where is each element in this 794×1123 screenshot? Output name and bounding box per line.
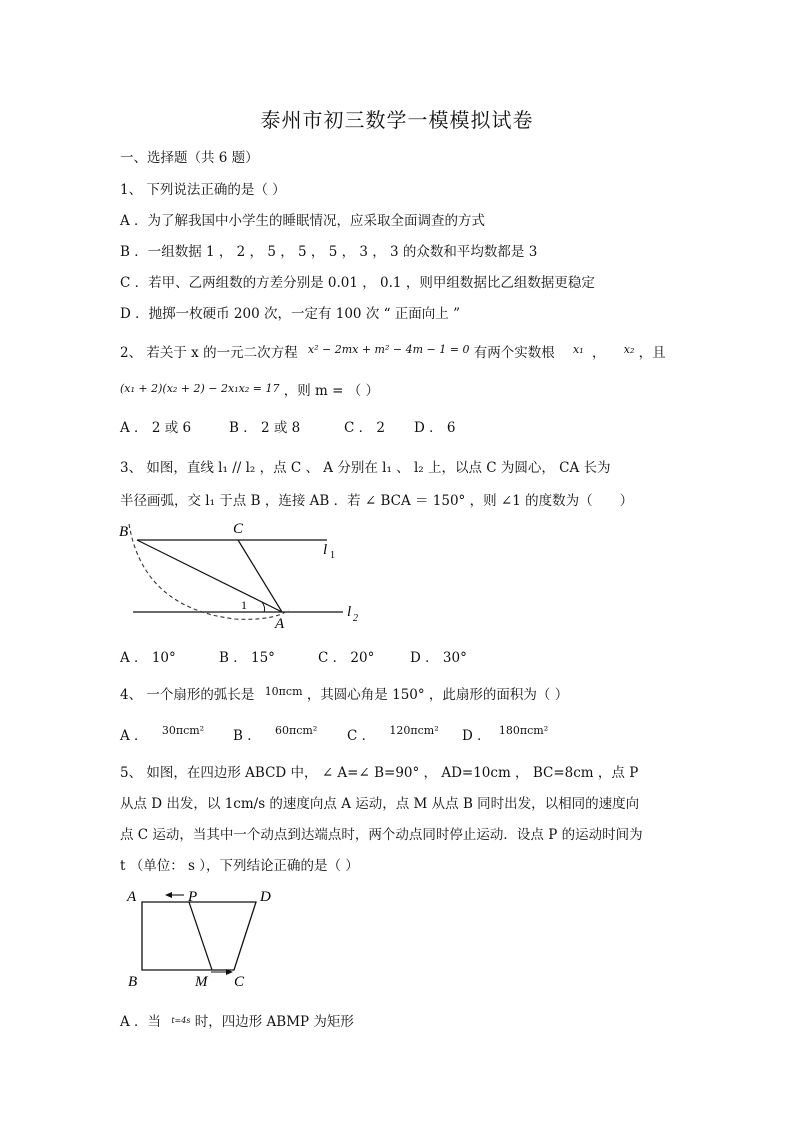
label-d: D [260,889,271,905]
q2-option-c: C ． 2 [344,420,386,436]
q3-option-d: D ． 30° [410,650,467,666]
label-m: M [195,974,208,990]
q2-condition: (x₁ + 2)(x₂ + 2) − 2x₁x₂ = 17 [120,382,280,395]
q4-option-b: B ． $^{60\pi cm^2}$ [233,724,318,744]
q2-stem-c: ，且 [638,345,666,361]
label-p: P [188,889,198,905]
q2-option-a: A ． 2 或 6 [120,420,192,436]
q3-line2: 半径画弧，交 l₁ 于点 B ，连接 AB ．若 ∠ BCA ＝ 150° ，则 ∠1 的度数为（ ） [120,493,634,509]
q2-stem-d: ，则 m = （ ） [283,383,380,399]
page-title: 泰州市初三数学一模模拟试卷 [260,108,534,132]
q3-option-a: A ． 10° [120,650,176,666]
q1-option-d: D ．抛掷一枚硬币 200 次，一定有 100 次 “ 正面向上 ” [120,306,460,322]
q3-figure [115,518,375,636]
q2-line1: 2、 若关于 x 的一元二次方程 $^{x^2 - 2mx + m^2 - 4m - 1 = 0}$ 有两个实数根 $^{x_1}$ ， $^{x_2}$ ，且 [120,343,666,361]
q4-stem [120,683,568,703]
q4-option-d: D ． $^{180\pi cm^2}$ [462,724,549,744]
q2-root1: x₁ [573,343,584,356]
q1-option-a: A ．为了解我国中小学生的睡眠情况，应采取全面调查的方式 [120,213,486,229]
q2-root2: x₂ [623,343,635,356]
label-b: B [119,524,129,540]
label-c: C [234,974,245,990]
q4-stem-b: ，其圆心角是 150° ，此扇形的面积为（ ） [306,687,569,703]
q2-equation: x² − 2mx + m² − 4m − 1 = 0 [307,343,470,356]
q4-arc: 10πcm [264,685,303,698]
label-l1-sub: 1 [330,550,335,561]
label-l2: l [347,604,352,620]
q2-stem-b: 有两个实数根 [473,345,555,361]
q5-line3: 点 C 运动，当其中一个动点到达端点时，两个动点同时停止运动．设点 P 的运动时间为 [120,827,643,843]
q3-line1: 3、 如图，直线 l₁ // l₂ ，点 C 、 A 分别在 l₁ 、 l₂ 上，以点 C 为圆心， CA 长为 [120,460,611,476]
q4-option-c: C ． $^{120\pi cm^2}$ [347,724,439,744]
q5-line2: 从点 D 出发，以 1cm/s 的速度向点 A 运动，点 M 从点 B 同时出发，以相同的速度向 [120,796,640,812]
label-b: B [128,974,138,990]
q1-stem: 1、 下列说法正确的是（ ） [120,182,286,198]
q5-option-a: A ．当 $^{t=4s}$ 时，四边形 ABMP 为矩形 [120,1014,354,1030]
q4-option-a: A ． $^{30\pi cm^2}$ [120,724,205,744]
q1-option-c: C ．若甲、乙两组数的方差分别是 0.01 ， 0.1 ，则甲组数据比乙组数据更稳定 [120,275,595,291]
label-l1: l [323,542,328,558]
q1-option-b: B ．一组数据 1 ， 2 ， 5 ， 5 ， 5 ， 3 ， 3 的众数和平均数都是 3 [120,244,538,260]
q3-option-b: B ． 15° [219,650,275,666]
dashed-arc [129,524,289,619]
arrow-p-left [165,892,172,898]
label-angle-1: 1 [241,598,247,612]
q2-option-b: B ． 2 或 8 [229,420,301,436]
q2-line2 [120,379,379,399]
q5-line1: 5、 如图，在四边形 ABCD 中， ∠ A=∠ B=90° ， AD=10cm ， BC=8cm ，点 P [120,765,639,781]
quadrilateral-abcd [142,902,256,970]
section-heading: 一、选择题（共 6 题） [120,150,259,166]
q5-figure [120,882,290,992]
q4-stem-a: 4、 一个扇形的弧长是 [120,687,255,703]
label-a: A [127,889,137,905]
q2-stem-a: 2、 若关于 x 的一元二次方程 [120,345,298,361]
label-l2-sub: 2 [353,613,358,624]
q5-line4: t （单位： s ），下列结论正确的是（ ） [120,858,359,874]
label-c: C [233,521,244,537]
q5-condition: t=4s [171,1016,191,1025]
label-a: A [275,616,285,632]
q3-option-c: C ． 20° [318,650,375,666]
q2-option-d: D ． 6 [414,420,456,436]
segment-pm [189,902,212,970]
